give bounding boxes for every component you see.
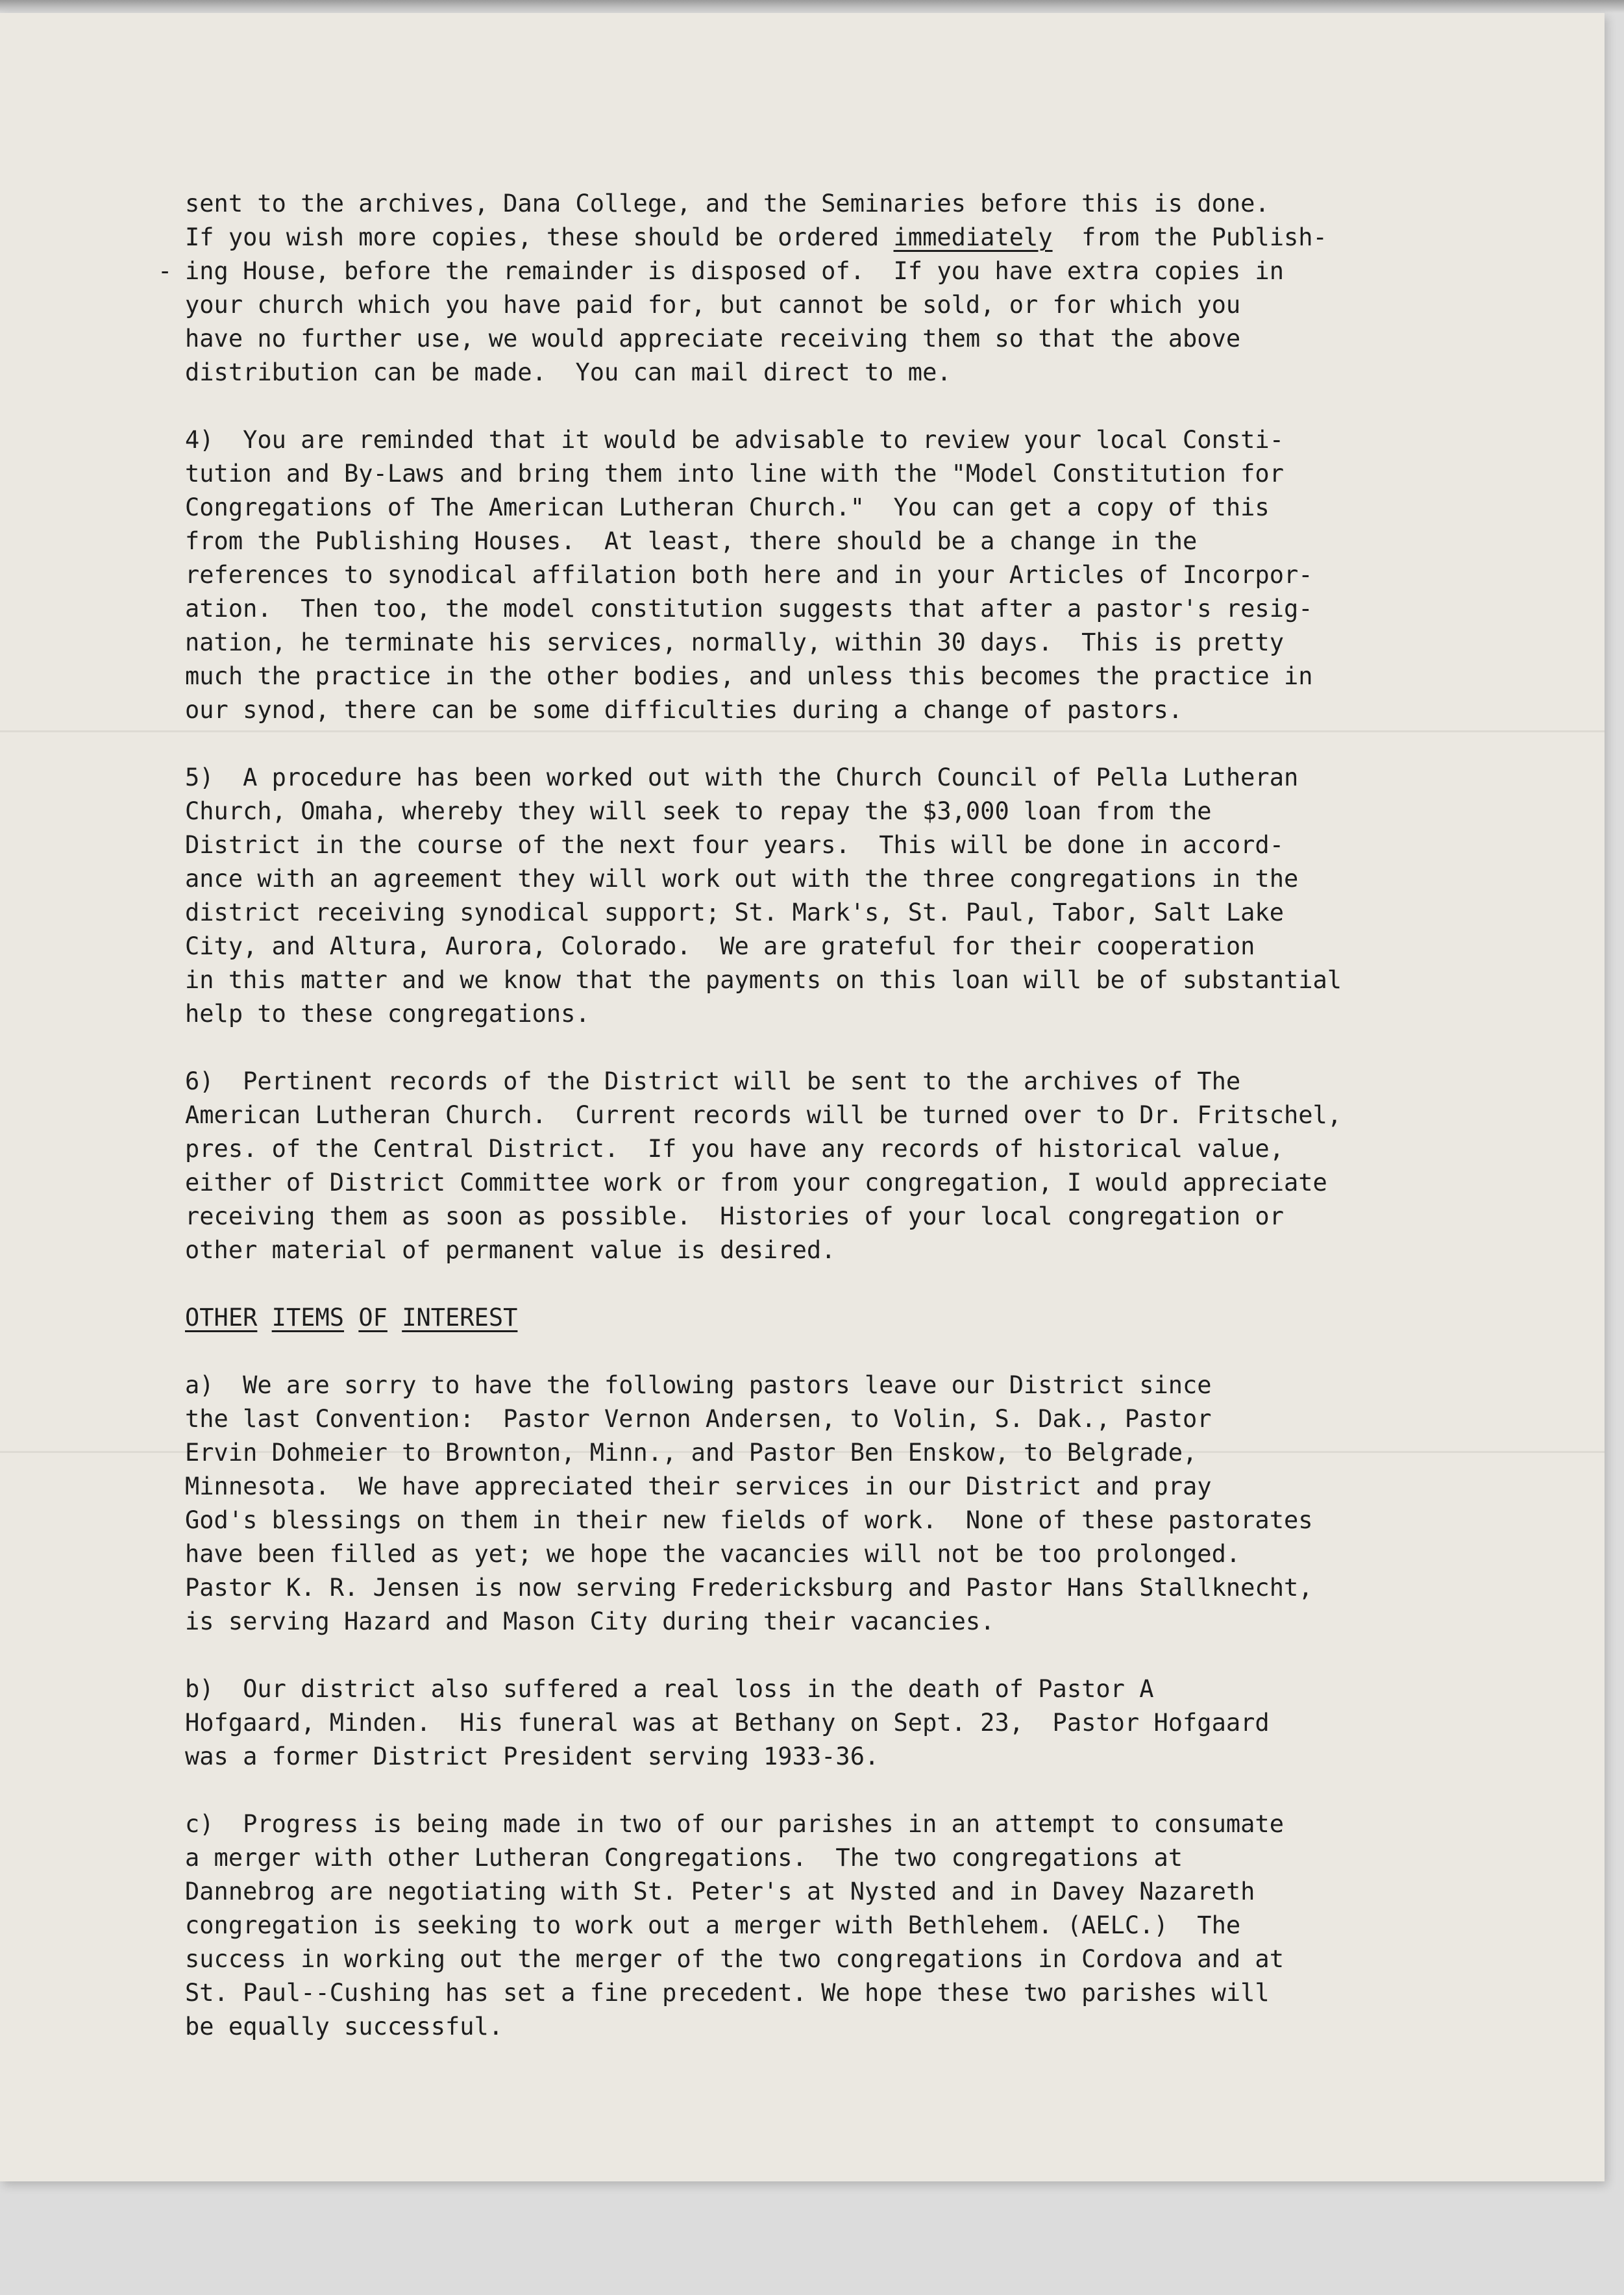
letter-page [0, 13, 1605, 2181]
text-line: distribution can be made. You can mail direct to me. [185, 358, 952, 386]
text-segment [257, 1304, 271, 1332]
text-line: much the practice in the other bodies, and unless this becomes the practice in [185, 662, 1313, 690]
text-line: in this matter and we know that the payments on this loan will be of substantial [185, 966, 1342, 994]
text-line: God's blessings on them in their new fields of work. None of these pastorates [185, 1506, 1313, 1534]
text-segment: ing House, before the remainder is disposed of. If you have extra copies in [185, 257, 1284, 285]
text-line: ation. Then too, the model constitution suggests that after a pastor's resig- [185, 595, 1313, 623]
text-line: have been filled as yet; we hope the vacancies will not be too prolonged. [185, 1540, 1241, 1568]
paragraph-gap [185, 1031, 1509, 1065]
text-line: 6) Pertinent records of the District will be sent to the archives of The [185, 1067, 1241, 1095]
letter-body [158, 187, 1509, 2044]
paragraph [185, 423, 1509, 727]
paragraph [185, 761, 1509, 1031]
text-line: nation, he terminate his services, normally, within 30 days. This is pretty [185, 628, 1284, 656]
text-line: the last Convention: Pastor Vernon Andersen, to Volin, S. Dak., Pastor [185, 1405, 1212, 1433]
text-line: tution and By-Laws and bring them into line with the "Model Constitution for [185, 460, 1284, 488]
text-line: is serving Hazard and Mason City during their vacancies. [185, 1607, 995, 1635]
text-line: American Lutheran Church. Current records will be turned over to Dr. Fritschel, [185, 1101, 1342, 1129]
paragraph-gap [185, 1639, 1509, 1672]
underlined-text: OTHER [185, 1304, 258, 1332]
text-line: District in the course of the next four years. This will be done in accord- [185, 831, 1284, 859]
text-line: Church, Omaha, whereby they will seek to repay the $3,000 loan from the [185, 797, 1212, 825]
text-line: b) Our district also suffered a real loss in the death of Pastor A [185, 1675, 1154, 1703]
text-line: City, and Altura, Aurora, Colorado. We are grateful for their cooperation [185, 932, 1255, 960]
paragraph-gap [185, 390, 1509, 423]
paragraph-gap [185, 1335, 1509, 1369]
text-line: ance with an agreement they will work out with the three congregations in the [185, 865, 1299, 893]
text-line: was a former District President serving 1933-36. [185, 1743, 880, 1770]
text-line: receiving them as soon as possible. Histories of your local congregation or [185, 1202, 1284, 1230]
text-line: c) Progress is being made in two of our parishes in an attempt to consumate [185, 1810, 1284, 1838]
text-line: a) We are sorry to have the following pastors leave our District since [185, 1371, 1212, 1399]
text-segment: from the Publish- [1052, 223, 1327, 251]
text-line: have no further use, we would appreciate receiving them so that the above [185, 325, 1241, 353]
text-line [158, 254, 1509, 288]
underlined-text: immediately [893, 223, 1053, 251]
paragraph [185, 1807, 1509, 2044]
text-line: 5) A procedure has been worked out with the Church Council of Pella Lutheran [185, 763, 1299, 791]
text-line: be equally successful. [185, 2013, 504, 2041]
paragraph [185, 1301, 1509, 1335]
paragraph [185, 1672, 1509, 1774]
text-line [185, 1301, 1509, 1335]
paragraph-gap [185, 727, 1509, 761]
text-segment [344, 1304, 358, 1332]
paragraph-gap [185, 1267, 1509, 1301]
underlined-text: ITEMS [271, 1304, 345, 1332]
text-line: 4) You are reminded that it would be advisable to review your local Consti- [185, 426, 1284, 454]
text-line: either of District Committee work or from your congregation, I would appreciate [185, 1169, 1327, 1197]
text-line: your church which you have paid for, but cannot be sold, or for which you [185, 291, 1241, 319]
text-segment: If you wish more copies, these should be ordered [185, 223, 894, 251]
text-line: a merger with other Lutheran Congregations. The two congregations at [185, 1844, 1183, 1872]
text-line: Ervin Dohmeier to Brownton, Minn., and Pastor Ben Enskow, to Belgrade, [185, 1439, 1198, 1467]
text-segment [388, 1304, 402, 1332]
text-line: Dannebrog are negotiating with St. Peter's at Nysted and in Davey Nazareth [185, 1878, 1255, 1905]
text-line: Congregations of The American Lutheran Church." You can get a copy of this [185, 493, 1270, 521]
text-line: from the Publishing Houses. At least, there should be a change in the [185, 527, 1198, 555]
text-line: Minnesota. We have appreciated their services in our District and pray [185, 1472, 1212, 1500]
text-line: help to these congregations. [185, 1000, 590, 1028]
scanner-edge [0, 0, 1624, 13]
text-line: other material of permanent value is desired. [185, 1236, 836, 1264]
text-line [185, 221, 1509, 254]
text-line: pres. of the Central District. If you have any records of historical value, [185, 1135, 1284, 1163]
text-line: district receiving synodical support; St. Mark's, St. Paul, Tabor, Salt Lake [185, 899, 1284, 926]
paragraph-gap [185, 1774, 1509, 1807]
text-line: references to synodical affilation both here and in your Articles of Incorpor- [185, 561, 1313, 589]
margin-mark: - [158, 257, 173, 285]
text-line: success in working out the merger of the two congregations in Cordova and at [185, 1945, 1284, 1973]
paragraph [158, 187, 1509, 390]
text-line: St. Paul--Cushing has set a fine precedent. We hope these two parishes will [185, 1979, 1270, 2007]
paragraph [185, 1065, 1509, 1267]
text-line: congregation is seeking to work out a merger with Bethlehem. (AELC.) The [185, 1911, 1241, 1939]
text-line: Hofgaard, Minden. His funeral was at Bethany on Sept. 23, Pastor Hofgaard [185, 1709, 1270, 1737]
underlined-text: INTEREST [402, 1304, 518, 1332]
text-line: Pastor K. R. Jensen is now serving Fredericksburg and Pastor Hans Stallknecht, [185, 1574, 1313, 1602]
paragraph [185, 1369, 1509, 1639]
text-line: our synod, there can be some difficulties during a change of pastors. [185, 696, 1183, 724]
underlined-text: OF [358, 1304, 388, 1332]
text-line: sent to the archives, Dana College, and the Seminaries before this is done. [185, 190, 1270, 217]
